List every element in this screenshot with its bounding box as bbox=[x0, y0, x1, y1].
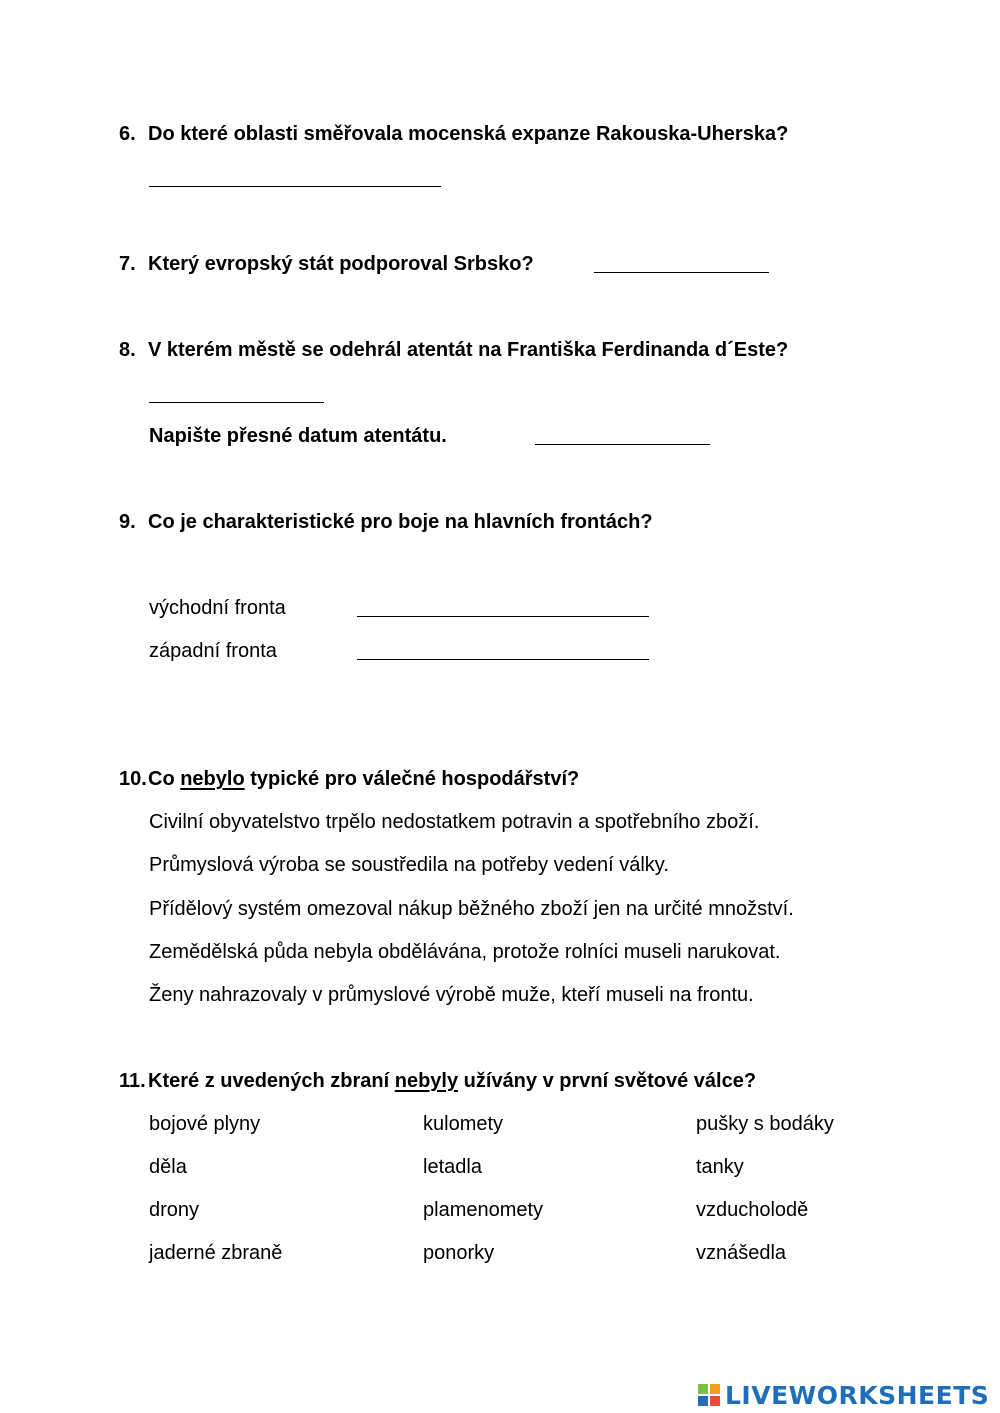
weapon-option[interactable]: vznášedla bbox=[696, 1242, 787, 1264]
question-6 bbox=[119, 122, 788, 146]
question-7 bbox=[119, 252, 534, 276]
question-11-number: 11. bbox=[119, 1070, 146, 1092]
q10-option[interactable]: Přídělový systém omezoval nákup běžného zboží jen na určité množství. bbox=[149, 898, 794, 920]
weapon-option[interactable]: jaderné zbraně bbox=[149, 1242, 283, 1264]
question-10-text-pre: Co bbox=[148, 768, 181, 790]
question-8 bbox=[119, 338, 788, 362]
question-11-text-pre: Které z uvedených zbraní bbox=[148, 1070, 395, 1092]
question-8-date-prompt: Napište přesné datum atentátu. bbox=[149, 425, 447, 447]
question-9-text: Co je charakteristické pro boje na hlavních frontách? bbox=[148, 511, 653, 533]
answer-blank-q6[interactable] bbox=[149, 186, 441, 187]
question-10-emphasis: nebylo bbox=[180, 768, 245, 790]
weapon-option[interactable]: pušky s bodáky bbox=[696, 1113, 834, 1135]
weapon-option[interactable]: kulomety bbox=[423, 1113, 504, 1135]
weapon-option[interactable]: vzducholodě bbox=[696, 1199, 809, 1221]
answer-blank-west-front[interactable] bbox=[357, 659, 649, 660]
question-7-text: Který evropský stát podporoval Srbsko? bbox=[148, 253, 534, 275]
liveworksheets-logo[interactable] bbox=[698, 1378, 989, 1412]
answer-blank-q7[interactable] bbox=[594, 272, 769, 273]
weapon-option[interactable]: letadla bbox=[423, 1156, 482, 1178]
weapon-option[interactable]: tanky bbox=[696, 1156, 744, 1178]
weapon-option[interactable]: ponorky bbox=[423, 1242, 495, 1264]
liveworksheets-logo-icon bbox=[698, 1384, 720, 1406]
answer-blank-q8-date[interactable] bbox=[535, 444, 710, 445]
q10-option[interactable]: Zemědělská půda nebyla obdělávána, protože rolníci museli narukovat. bbox=[149, 941, 781, 963]
weapon-option[interactable]: drony bbox=[149, 1199, 200, 1221]
q10-option[interactable]: Průmyslová výroba se soustředila na potřeby vedení války. bbox=[149, 854, 669, 876]
question-10-text-post: typické pro válečné hospodářství? bbox=[244, 768, 580, 790]
question-10-number: 10. bbox=[119, 768, 147, 790]
liveworksheets-logo-text: LIVEWORKSHEETS bbox=[725, 1380, 990, 1410]
question-11-emphasis: nebyly bbox=[394, 1070, 459, 1092]
q10-option[interactable]: Ženy nahrazovaly v průmyslové výrobě muže, kteří museli na frontu. bbox=[149, 984, 754, 1006]
question-9 bbox=[119, 510, 653, 534]
question-7-number: 7. bbox=[119, 253, 136, 275]
question-8-text: V kterém městě se odehrál atentát na Františka Ferdinanda d´Este? bbox=[148, 339, 789, 361]
question-8-number: 8. bbox=[119, 339, 136, 361]
front-label-west: západní fronta bbox=[149, 640, 277, 662]
question-10 bbox=[119, 767, 579, 791]
weapon-option[interactable]: děla bbox=[149, 1156, 187, 1178]
question-9-number: 9. bbox=[119, 511, 136, 533]
front-label-east: východní fronta bbox=[149, 597, 286, 619]
question-6-number: 6. bbox=[119, 123, 136, 145]
question-6-text: Do které oblasti směřovala mocenská expanze Rakouska-Uherska? bbox=[148, 123, 789, 145]
weapon-option[interactable]: plamenomety bbox=[423, 1199, 544, 1221]
question-11-text-post: užívány v první světové válce? bbox=[458, 1070, 757, 1092]
q10-option[interactable]: Civilní obyvatelstvo trpělo nedostatkem potravin a spotřebního zboží. bbox=[149, 811, 760, 833]
question-11 bbox=[119, 1069, 756, 1093]
weapon-option[interactable]: bojové plyny bbox=[149, 1113, 261, 1135]
answer-blank-q8-city[interactable] bbox=[149, 402, 324, 403]
answer-blank-east-front[interactable] bbox=[357, 616, 649, 617]
